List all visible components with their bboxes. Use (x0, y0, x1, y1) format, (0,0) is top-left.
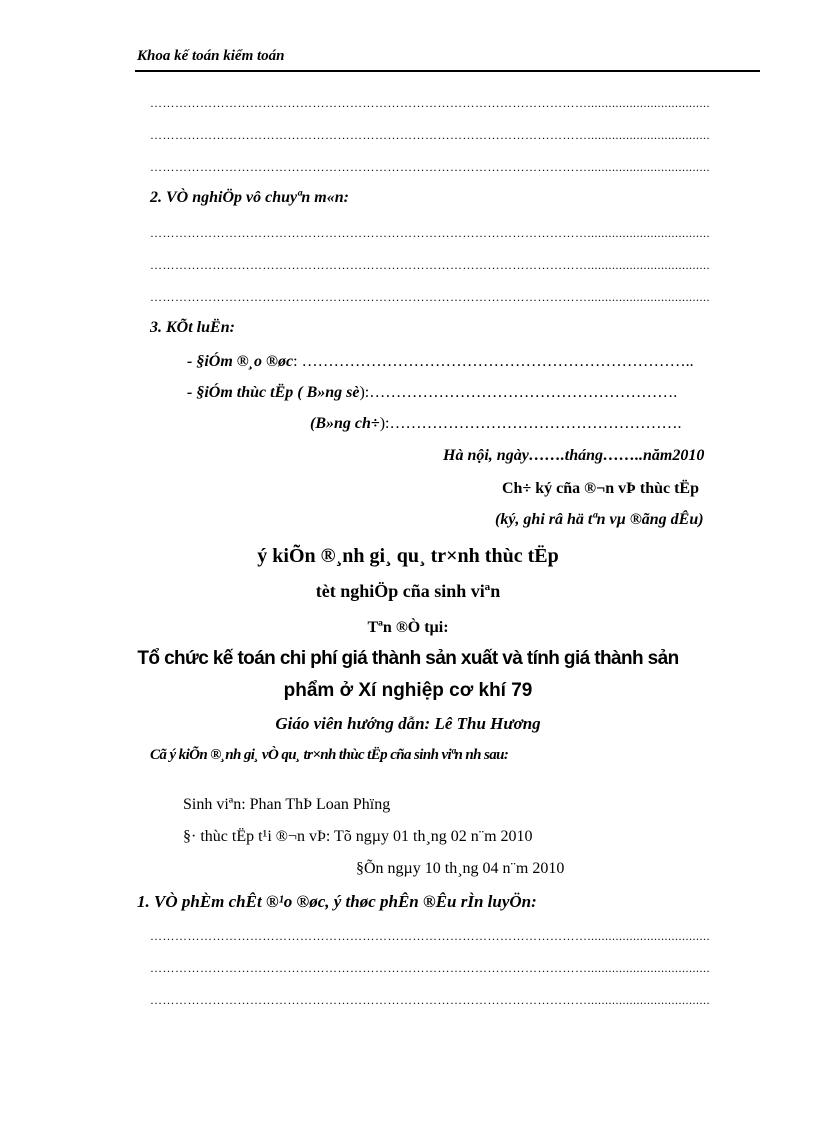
signature-note: (ký, ghi râ hä tªn vµ ®ãng dÊu) (495, 511, 704, 528)
evaluation-title-line2: tèt nghiÖp cña sinh viªn (315, 581, 501, 601)
score-words-row (310, 415, 681, 433)
dotted-line: ……………………………………………………………………………………………................................... (150, 226, 710, 240)
score-words-fill: ………………………………………………. (389, 415, 682, 432)
advisor-line: Giáo viên hướng dẫn: Lê Thu Hương (275, 714, 541, 733)
section-heading-1: 1. VÒ phÈm chÊt ®¹o ®øc, ý thøc phÊn ®Êu rÌn luyÖn: (137, 892, 537, 911)
dotted-line: ……………………………………………………………………………………………................................... (150, 929, 710, 943)
signer-label: Ch÷ ký cña ®¬n vÞ thùc tËp (502, 480, 699, 497)
internship-score-close: ): (359, 384, 370, 401)
student-name: Sinh viªn: Phan ThÞ Loan Phïng (183, 796, 391, 813)
section-heading-3: 3. KÕt luËn: (150, 319, 235, 336)
dotted-line: ……………………………………………………………………………………………................................... (150, 290, 710, 304)
evaluation-intro: Cã ý kiÕn ®¸nh gi¸ vÒ qu¸ tr×nh thùc tËp cña sinh viªn nh sau: (150, 747, 509, 763)
dotted-line: ……………………………………………………………………………………………................................... (150, 258, 710, 272)
internship-score-label: - §iÓm thùc tËp ( B»ng sè (187, 384, 360, 401)
conduct-score-fill: ……………………………………………………………….. (301, 353, 694, 370)
topic-title-line1: Tổ chức kế toán chi phí giá thành sản xuất và tính giá thành sản (137, 648, 679, 669)
page-header-title: Khoa kế toán kiểm toán (137, 48, 285, 64)
score-words-label: (B»ng ch÷ (310, 415, 380, 432)
topic-title-line2: phẩm ở Xí nghiệp cơ khí 79 (283, 680, 533, 701)
evaluation-title-line1: ý kiÕn ®¸nh gi¸ qu¸ tr×nh thùc tËp (257, 545, 559, 567)
dotted-line: ……………………………………………………………………………………………................................... (150, 961, 710, 975)
header-rule (135, 70, 760, 72)
internship-score-fill: …………………………………………………. (369, 384, 678, 401)
topic-label: Tªn ®Ò tµi: (367, 619, 449, 636)
section-heading-2: 2. VÒ nghiÖp vô chuyªn m«n: (150, 189, 349, 206)
place-date: Hà nội, ngày…….tháng……..năm2010 (443, 447, 705, 464)
conduct-score-colon: : (293, 353, 302, 370)
dotted-line: ……………………………………………………………………………………………................................... (150, 128, 710, 142)
internship-score-row (187, 384, 677, 402)
score-words-close: ): (379, 415, 390, 432)
dotted-line: ……………………………………………………………………………………………................................... (150, 96, 710, 110)
dotted-line: ……………………………………………………………………………………………................................... (150, 160, 710, 174)
internship-period-from: §· thùc tËp t¹i ®¬n vÞ: Tõ ngµy 01 th¸ng 02 n¨m 2010 (183, 828, 533, 845)
dotted-line: ……………………………………………………………………………………………................................... (150, 993, 710, 1007)
conduct-score-label: - §iÓm ®¸o ®øc (187, 353, 294, 370)
internship-period-to: §Õn ngµy 10 th¸ng 04 n¨m 2010 (356, 860, 565, 877)
conduct-score-row (187, 353, 694, 371)
